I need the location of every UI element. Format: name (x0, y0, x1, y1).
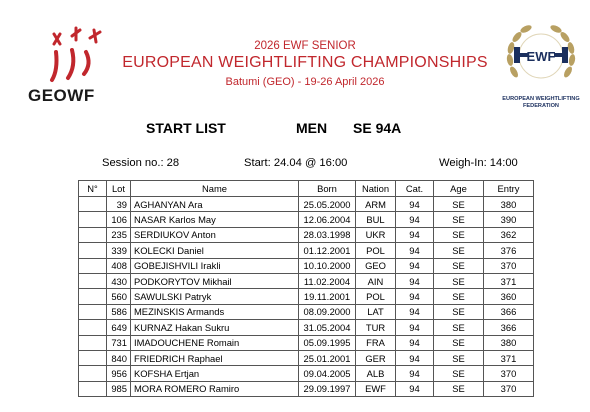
table-row (79, 258, 534, 273)
name-cell: MEZINSKIS Armands (131, 304, 299, 319)
name-cell: NASAR Karlos May (131, 212, 299, 227)
name-cell: KOLECKI Daniel (131, 243, 299, 258)
category-label: SE 94A (353, 120, 402, 136)
age-cell: SE (434, 289, 484, 304)
born-cell: 25.05.2000 (299, 197, 356, 212)
category-cell: 94 (396, 289, 434, 304)
column-header-entry: Entry (484, 181, 534, 197)
entry-cell: 371 (484, 273, 534, 288)
table-row (79, 350, 534, 365)
table-row (79, 289, 534, 304)
entry-cell: 376 (484, 243, 534, 258)
row-number (79, 227, 107, 242)
entry-cell: 380 (484, 335, 534, 350)
nation-cell: GEO (356, 258, 396, 273)
weigh-in-time: Weigh-In: 14:00 (439, 157, 518, 169)
row-number (79, 366, 107, 381)
category-cell: 94 (396, 381, 434, 396)
event-location: Batumi (GEO) - 19-26 April 2026 (225, 76, 385, 88)
nation-cell: ALB (356, 366, 396, 381)
name-cell: FRIEDRICH Raphael (131, 350, 299, 365)
column-header-born: Born (299, 181, 356, 197)
name-cell: PODKORYTOV Mikhail (131, 273, 299, 288)
lot-cell: 106 (107, 212, 131, 227)
geowf-logo-text: GEOWF (28, 86, 95, 105)
row-number (79, 381, 107, 396)
entry-cell: 360 (484, 289, 534, 304)
name-cell: AGHANYAN Ara (131, 197, 299, 212)
lot-cell: 39 (107, 197, 131, 212)
column-header-number: N° (79, 181, 107, 197)
name-cell: MORA ROMERO Ramiro (131, 381, 299, 396)
born-cell: 11.02.2004 (299, 273, 356, 288)
table-row (79, 366, 534, 381)
table-body (79, 197, 534, 397)
age-cell: SE (434, 381, 484, 396)
column-header-lot: Lot (107, 181, 131, 197)
entry-cell: 370 (484, 381, 534, 396)
column-header-category: Cat. (396, 181, 434, 197)
nation-cell: TUR (356, 320, 396, 335)
age-cell: SE (434, 212, 484, 227)
ewf-federation-name: EUROPEAN WEIGHTLIFTING FEDERATION (502, 96, 580, 109)
geowf-emblem-icon (46, 26, 106, 84)
nation-cell: LAT (356, 304, 396, 319)
column-header-name: Name (131, 181, 299, 197)
nation-cell: GER (356, 350, 396, 365)
table-row (79, 212, 534, 227)
born-cell: 29.09.1997 (299, 381, 356, 396)
table-row (79, 227, 534, 242)
born-cell: 08.09.2000 (299, 304, 356, 319)
lot-cell: 586 (107, 304, 131, 319)
lot-cell: 985 (107, 381, 131, 396)
age-cell: SE (434, 304, 484, 319)
row-number (79, 243, 107, 258)
lot-cell: 956 (107, 366, 131, 381)
table-header-row (79, 181, 534, 197)
entry-cell: 370 (484, 258, 534, 273)
event-subtitle: 2026 EWF SENIOR (254, 40, 356, 52)
born-cell: 28.03.1998 (299, 227, 356, 242)
born-cell: 19.11.2001 (299, 289, 356, 304)
category-cell: 94 (396, 335, 434, 350)
age-cell: SE (434, 273, 484, 288)
age-cell: SE (434, 258, 484, 273)
championship-header (120, 40, 490, 88)
nation-cell: EWF (356, 381, 396, 396)
born-cell: 09.04.2005 (299, 366, 356, 381)
nation-cell: BUL (356, 212, 396, 227)
age-cell: SE (434, 335, 484, 350)
lot-cell: 840 (107, 350, 131, 365)
name-cell: SAWULSKI Patryk (131, 289, 299, 304)
entry-cell: 362 (484, 227, 534, 242)
ewf-logo (500, 20, 582, 110)
table-row (79, 273, 534, 288)
category-cell: 94 (396, 350, 434, 365)
entry-cell: 370 (484, 366, 534, 381)
category-cell: 94 (396, 227, 434, 242)
ewf-emblem-text (526, 47, 556, 65)
name-cell: KURNAZ Hakan Sukru (131, 320, 299, 335)
age-cell: SE (434, 227, 484, 242)
born-cell: 25.01.2001 (299, 350, 356, 365)
nation-cell: UKR (356, 227, 396, 242)
category-cell: 94 (396, 197, 434, 212)
category-cell: 94 (396, 366, 434, 381)
row-number (79, 350, 107, 365)
entry-cell: 366 (484, 320, 534, 335)
nation-cell: POL (356, 243, 396, 258)
start-list-title: START LIST (146, 120, 226, 136)
row-number (79, 258, 107, 273)
lot-cell: 339 (107, 243, 131, 258)
table-row (79, 335, 534, 350)
start-list-table (78, 180, 534, 397)
column-header-age: Age (434, 181, 484, 197)
age-cell: SE (434, 320, 484, 335)
name-cell: GOBEJISHVILI Irakli (131, 258, 299, 273)
geowf-logo (26, 26, 118, 106)
session-number: Session no.: 28 (102, 157, 180, 169)
category-cell: 94 (396, 243, 434, 258)
row-number (79, 273, 107, 288)
lot-cell: 649 (107, 320, 131, 335)
lot-cell: 408 (107, 258, 131, 273)
category-cell: 94 (396, 258, 434, 273)
entry-cell: 390 (484, 212, 534, 227)
row-number (79, 304, 107, 319)
table-row (79, 197, 534, 212)
age-cell: SE (434, 350, 484, 365)
table-row (79, 320, 534, 335)
born-cell: 12.06.2004 (299, 212, 356, 227)
name-cell: IMADOUCHENE Romain (131, 335, 299, 350)
lot-cell: 430 (107, 273, 131, 288)
table-row (79, 304, 534, 319)
age-cell: SE (434, 366, 484, 381)
table-row (79, 243, 534, 258)
category-cell: 94 (396, 320, 434, 335)
row-number (79, 197, 107, 212)
gender-label: MEN (296, 120, 328, 136)
entry-cell: 371 (484, 350, 534, 365)
svg-text:EWF: EWF (526, 49, 556, 64)
row-number (79, 212, 107, 227)
born-cell: 05.09.1995 (299, 335, 356, 350)
row-number (79, 335, 107, 350)
entry-cell: 380 (484, 197, 534, 212)
nation-cell: POL (356, 289, 396, 304)
nation-cell: ARM (356, 197, 396, 212)
column-header-nation: Nation (356, 181, 396, 197)
lot-cell: 731 (107, 335, 131, 350)
name-cell: SERDIUKOV Anton (131, 227, 299, 242)
start-time: Start: 24.04 @ 16:00 (244, 157, 348, 169)
born-cell: 31.05.2004 (299, 320, 356, 335)
born-cell: 10.10.2000 (299, 258, 356, 273)
lot-cell: 235 (107, 227, 131, 242)
event-title: EUROPEAN WEIGHTLIFTING CHAMPIONSHIPS (122, 54, 488, 71)
entry-cell: 366 (484, 304, 534, 319)
lot-cell: 560 (107, 289, 131, 304)
born-cell: 01.12.2001 (299, 243, 356, 258)
table-row (79, 381, 534, 396)
category-cell: 94 (396, 304, 434, 319)
age-cell: SE (434, 243, 484, 258)
row-number (79, 320, 107, 335)
category-cell: 94 (396, 273, 434, 288)
nation-cell: FRA (356, 335, 396, 350)
age-cell: SE (434, 197, 484, 212)
name-cell: KOFSHA Ertjan (131, 366, 299, 381)
row-number (79, 289, 107, 304)
nation-cell: AIN (356, 273, 396, 288)
category-cell: 94 (396, 212, 434, 227)
